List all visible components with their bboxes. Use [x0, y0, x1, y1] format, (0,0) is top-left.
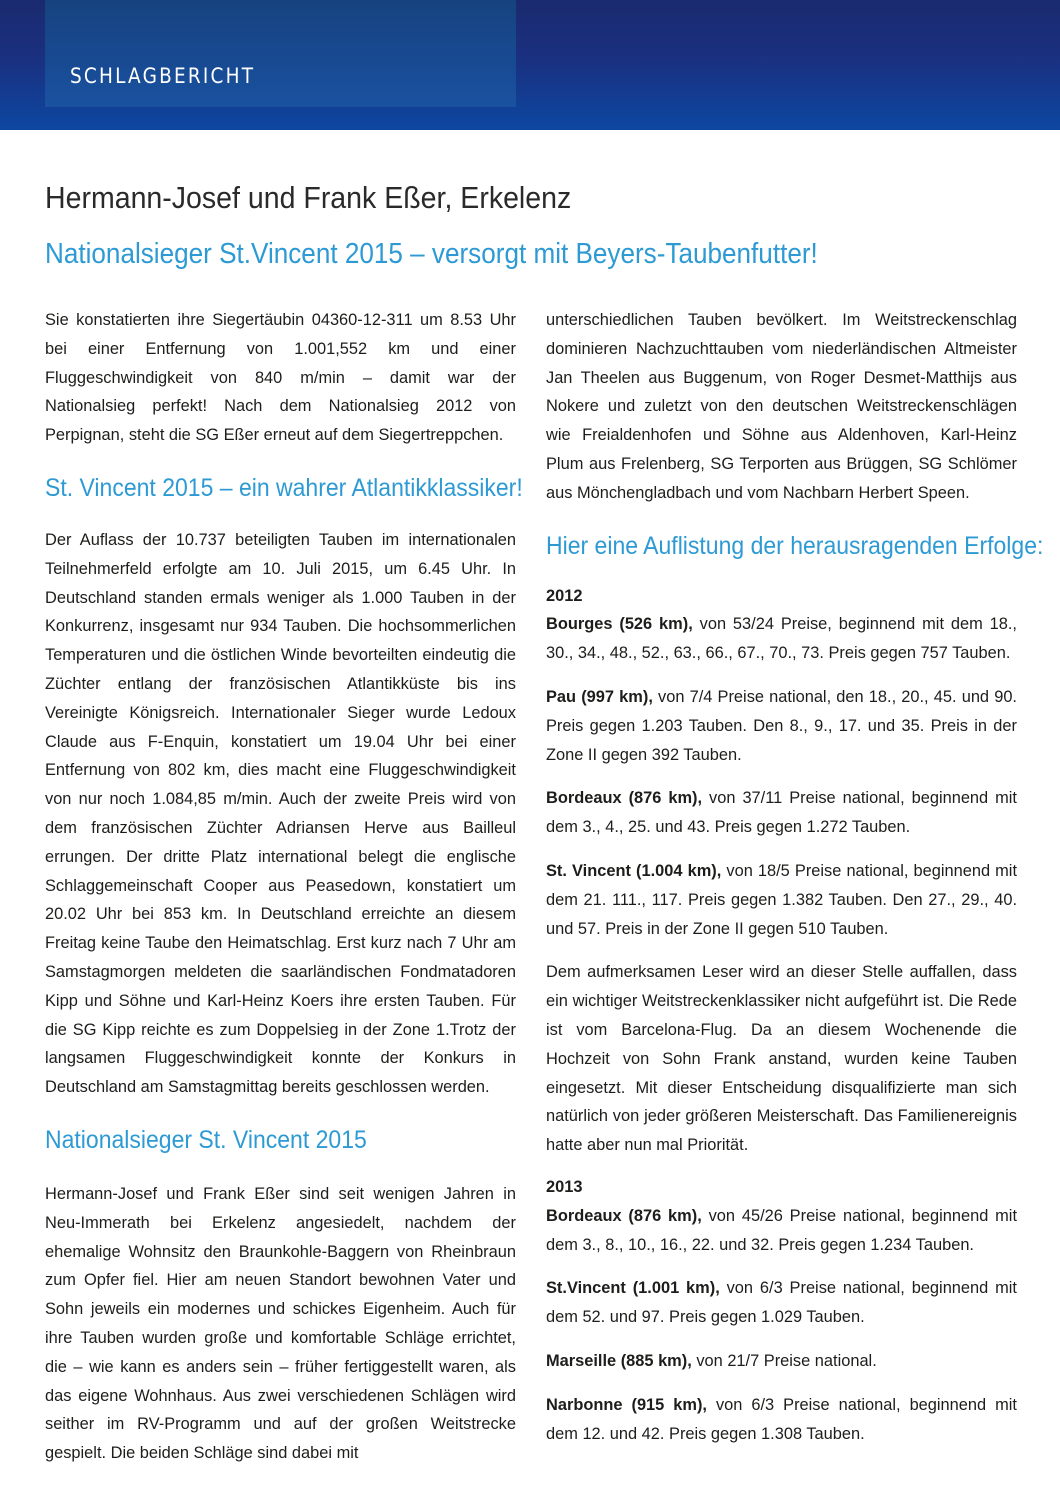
race-details: von 37/11 Preise national, beginnend mit dem 3., 4., 25. und 43. Preis gegen 1.272 Tauben.: [546, 789, 1017, 837]
left-column: [45, 306, 523, 1468]
section-label-box: [45, 0, 516, 107]
section-heading-atlantik: St. Vincent 2015 – ein wahrer Atlantikklassiker!: [45, 473, 523, 502]
race-details: von 18/5 Preise national, beginnend mit dem 21. 111., 117. Preis gegen 1.382 Tauben. Den 27., 29., 40. und 57. Preis in der Zone II gegen 510 Tauben.: [546, 861, 1017, 938]
result-entry: [546, 857, 1017, 943]
race-name: Narbonne (915 km),: [546, 1395, 707, 1414]
race-details: von 6/3 Preise national, beginnend mit dem 12. und 42. Preis gegen 1.308 Tauben.: [546, 1395, 1017, 1443]
result-entry: [546, 1202, 1017, 1260]
result-entry: [546, 683, 1017, 769]
right-column: [546, 306, 1044, 1448]
section-body-continued: unterschiedlichen Tauben bevölkert. Im Weitstreckenschlag dominieren Nachzuchttauben vom niederländischen Altmeister Jan Theelen aus Buggenum, von Roger Desmet-Matthijs aus Nokere und zuletzt von den deutschen Weitstreckenschlägen wie Freialdenhofen und Söhne aus Aldenhoven, Karl-Heinz Plum aus Frelenberg, SG Terporten aus Brüggen, SG Schlömer aus Mönchengladbach und vom Nachbarn Herbert Speen.: [546, 311, 1017, 502]
race-name: St. Vincent (1.004 km),: [546, 861, 722, 880]
race-name: Marseille (885 km),: [546, 1351, 692, 1370]
result-entry: [546, 784, 1017, 842]
race-name: Bordeaux (876 km),: [546, 789, 703, 808]
article-subtitle: Nationalsieger St.Vincent 2015 – versorgt mit Beyers-Taubenfutter!: [45, 238, 818, 270]
header-band: [0, 0, 1060, 130]
result-entry: [546, 1274, 1017, 1332]
result-entry: [546, 610, 1017, 668]
intro-paragraph: Sie konstatierten ihre Siegertäubin 04360-12-311 um 8.53 Uhr bei einer Entfernung von 1.001,552 km und einer Fluggeschwindigkeit von 840 m/min – damit war der Nationalsieg perfekt! Nach dem Nationalsieg 2012 von Perpignan, steht die SG Eßer erneut auf dem Siegertreppchen.: [45, 311, 516, 445]
race-details: von 53/24 Preise, beginnend mit dem 18., 30., 34., 48., 52., 63., 66., 67., 70., 73. Preis gegen 757 Tauben.: [546, 615, 1017, 663]
section-heading-erfolge: Hier eine Auflistung der herausragenden Erfolge:: [546, 531, 1044, 560]
result-entry: [546, 1347, 1017, 1376]
year-label: 2013: [546, 1177, 583, 1196]
result-entry: [546, 1391, 1017, 1449]
race-details: von 21/7 Preise national.: [691, 1351, 877, 1370]
race-name: Bordeaux (876 km),: [546, 1206, 702, 1225]
section-body-nationalsieger: Hermann-Josef und Frank Eßer sind seit wenigen Jahren in Neu-Immerath bei Erkelenz angesiedelt, nachdem der ehemalige Wohnsitz den Braunkohle-Baggern von Rheinbraun zum Opfer fiel. Hier am neuen Standort bewohnen Vater und Sohn jeweils ein modernes und schickes Eigenheim. Auch für ihre Tauben wurden große und komfortable Schläge errichtet, die – wie kann es anders sein – früher fertiggestellt waren, als das eigene Wohnhaus. Aus zwei verschiedenen Schlägen wird seither im RV-Programm und auf der großen Weitstrecke gespielt. Die beiden Schläge sind dabei mit: [45, 1184, 516, 1463]
race-name: Bourges (526 km),: [546, 615, 693, 634]
barcelona-note: Dem aufmerksamen Leser wird an dieser Stelle auffallen, dass ein wichtiger Weitstreckenklassiker nicht aufgeführt ist. Die Rede ist vom Barcelona-Flug. Da an diesem Wochenende die Hochzeit von Sohn Frank anstand, wurden keine Tauben eingesetzt. Mit dieser Entscheidung disqualifizierte man sich natürlich von jeder größeren Meisterschaft. Das Familienereignis hatte aber nun mal Priorität.: [546, 963, 1017, 1155]
results-year-2013: [546, 1173, 1017, 1448]
year-label: 2012: [546, 586, 583, 605]
section-label: SCHLAGBERICHT: [70, 64, 256, 88]
race-details: von 45/26 Preise national, beginnend mit dem 3., 8., 10., 16., 22. und 32. Preis gegen 1.234 Tauben.: [546, 1206, 1017, 1254]
race-name: St.Vincent (1.001 km),: [546, 1279, 720, 1298]
race-details: von 6/3 Preise national, beginnend mit dem 52. und 97. Preis gegen 1.029 Tauben.: [546, 1279, 1017, 1327]
section-body-atlantik: Der Auflass der 10.737 beteiligten Tauben im internationalen Teilnehmerfeld erfolgte am 10. Juli 2015, um 6.45 Uhr. In Deutschland standen ermals weniger als 1.000 Tauben in der Konkurrenz, insgesamt nur 934 Tauben. Die hochsommerlichen Temperaturen und die östlichen Winde bevorteilten eindeutig die Züchter entlang der französischen Atlantikküste bis ins Vereinigte Königsreich. Internationaler Sieger wurde Ledoux Claude aus F-Enquin, konstatiert um 19.04 Uhr bei einer Entfernung von 802 km, dies macht eine Fluggeschwindigkeit von nur noch 1.084,85 m/min. Auch der zweite Preis wird von dem französischen Züchter Adriansen Herve aus Bailleul errungen. Der dritte Platz international belegt die englische Schlaggemeinschaft Cooper aus Peasedown, konstatiert um 20.02 Uhr bei 853 km. In Deutschland erreichte an diesem Freitag keine Taube den Heimatschlag. Erst kurz nach 7 Uhr am Samstagmorgen meldeten die saarländischen Fondmatadoren Kipp und Söhne und Karl-Heinz Koers ihre ersten Tauben. Für die SG Kipp reichte es zum Doppelsieg in der Zone 1.Trotz der langsamen Fluggeschwindigkeit konnte der Konkurs in Deutschland am Samstagmittag bereits geschlossen werden.: [45, 530, 516, 1097]
article-title: Hermann-Josef und Frank Eßer, Erkelenz: [45, 180, 572, 215]
results-year-2012: [546, 582, 1017, 1160]
race-name: Pau (997 km),: [546, 687, 653, 706]
section-heading-nationalsieger: Nationalsieger St. Vincent 2015: [45, 1125, 367, 1154]
race-details: von 7/4 Preise national, den 18., 20., 45. und 90. Preis gegen 1.203 Tauben. Den 8., 9., 17. und 35. Preis in der Zone II gegen 392 Tauben.: [546, 687, 1017, 764]
